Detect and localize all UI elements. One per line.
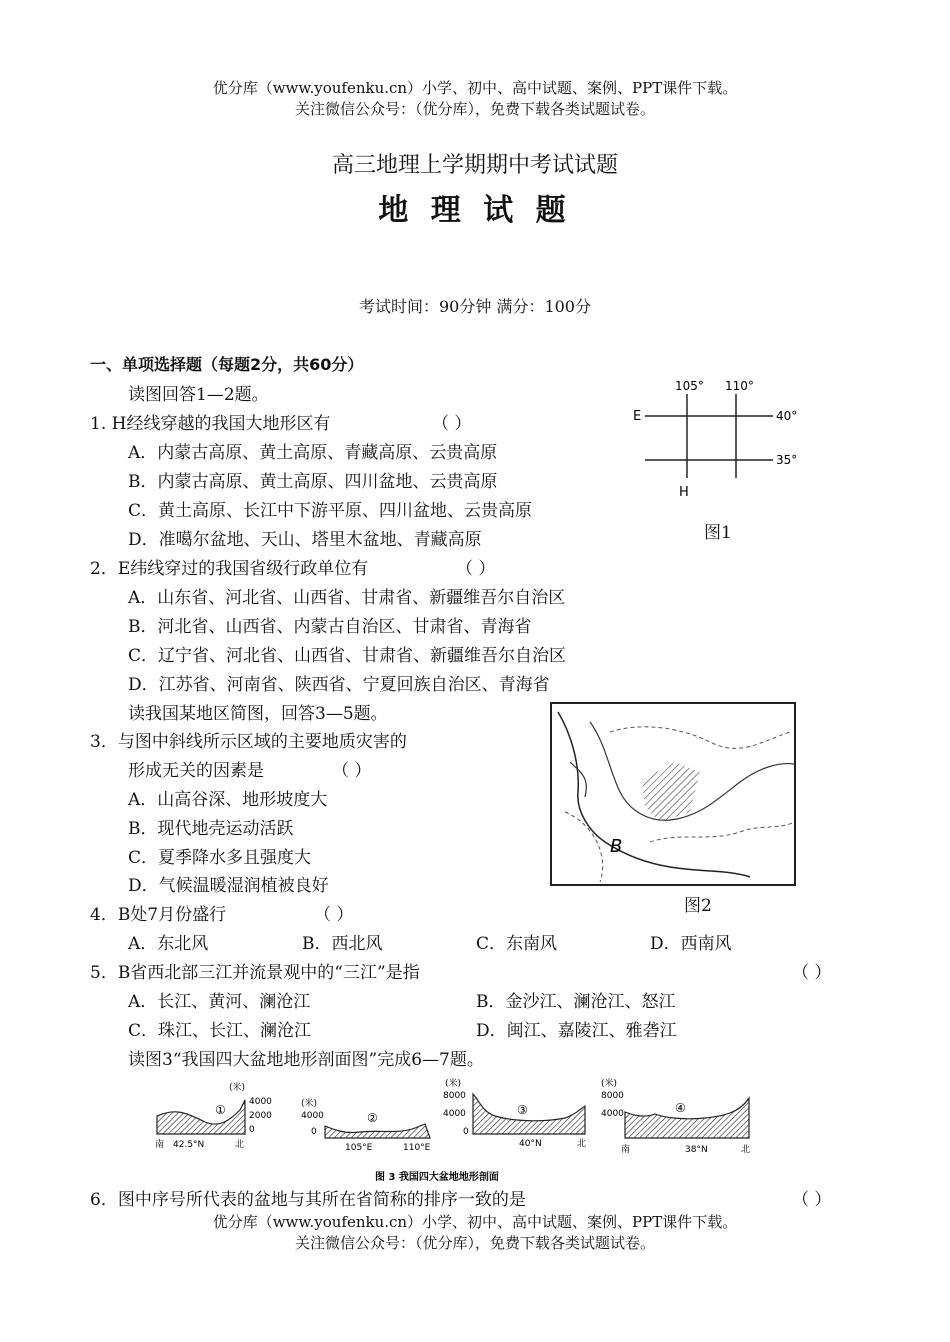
page-title: 高三地理上学期期中考试试题 (331, 153, 618, 178)
q2-option-c: C．辽宁省、河北省、山西省、甘肃省、新疆维吾尔自治区 (128, 646, 567, 666)
profile-4-south: 南 (621, 1145, 631, 1155)
profile-2-terrain (325, 1124, 430, 1138)
q3-option-c: C．夏季降水多且强度大 (128, 848, 312, 868)
q3-answer-paren: （ ） (332, 761, 372, 781)
profile-4-number: ④ (675, 1101, 686, 1115)
profile-3-lat: 40°N (519, 1139, 542, 1149)
q2-stem: 2．E纬线穿过的我国省级行政单位有 (90, 559, 369, 579)
q4-option-a: A．东北风 (128, 934, 209, 954)
header-line-1: 优分库（www.youfenku.cn）小学、初中、高中试题、案例、PPT课件下载。 (212, 79, 738, 97)
fig1-lat-35: 35° (776, 453, 798, 467)
profile-3-y-0: 0 (463, 1127, 469, 1137)
profile-1-number: ① (215, 1103, 226, 1117)
q2-option-a: A．山东省、河北省、山西省、甘肃省、新疆维吾尔自治区 (128, 588, 566, 608)
intro-q6-7: 读图3“我国四大盆地地形剖面图”完成6—7题。 (128, 1050, 484, 1070)
q5-option-b: B．金沙江、澜沧江、怒江 (476, 992, 676, 1012)
profile-4-lat: 38°N (685, 1145, 708, 1155)
profile-1-y-0: 0 (249, 1125, 255, 1135)
fig1-lat-40: 40° (776, 409, 798, 423)
profile-3 (443, 1077, 586, 1149)
profile-1 (155, 1081, 272, 1150)
profile-1-y-2000: 2000 (249, 1111, 272, 1121)
q1-option-a: A．内蒙古高原、黄土高原、青藏高原、云贵高原 (128, 443, 498, 463)
section-heading: 一、单项选择题（每题2分，共60分） (90, 355, 364, 374)
q3-stem-cont: 形成无关的因素是 (128, 761, 264, 781)
profile-4-y-8000: 8000 (601, 1091, 624, 1101)
figure-3-profiles (145, 1072, 765, 1187)
profile-1-lat: 42.5°N (173, 1140, 205, 1150)
q1-stem: 1. H经线穿越的我国大地形区有 (90, 414, 331, 434)
q5-option-a: A．长江、黄河、澜沧江 (128, 992, 311, 1012)
header-line-2: 关注微信公众号：（优分库），免费下载各类试题试卷。 (294, 100, 655, 118)
profile-3-y-4000: 4000 (443, 1109, 466, 1119)
footer-line-1: 优分库（www.youfenku.cn）小学、初中、高中试题、案例、PPT课件下载。 (212, 1213, 738, 1231)
q1-answer-paren: （ ） (432, 414, 472, 434)
profile-2-unit: (米) (301, 1099, 318, 1109)
q3-option-a: A．山高谷深、地形坡度大 (128, 790, 328, 810)
profile-2-lon-105: 105°E (345, 1143, 373, 1153)
profile-2-y-0: 0 (311, 1127, 317, 1137)
profile-4 (601, 1077, 750, 1155)
fig1-label-e: E (633, 409, 642, 424)
q5-stem: 5．B省西北部三江并流景观中的“三江”是指 (90, 963, 420, 983)
q4-stem: 4．B处7月份盛行 (90, 905, 227, 925)
profile-4-terrain (625, 1098, 749, 1138)
profile-3-number: ③ (517, 1103, 528, 1117)
figure-2-caption: 图2 (684, 896, 712, 916)
profile-4-unit: (米) (601, 1079, 618, 1089)
profile-1-south: 南 (155, 1140, 165, 1150)
profile-2 (301, 1097, 431, 1153)
profile-4-y-4000: 4000 (601, 1109, 624, 1119)
fig1-lon-110: 110° (725, 379, 754, 393)
q5-option-d: D．闽江、嘉陵江、雅砻江 (476, 1021, 677, 1041)
profile-1-north: 北 (235, 1140, 245, 1150)
footer-line-2: 关注微信公众号：（优分库），免费下载各类试题试卷。 (294, 1234, 655, 1252)
profile-1-terrain (157, 1100, 245, 1134)
q6-answer-paren: （ ） (792, 1190, 832, 1210)
profile-3-unit: (米) (445, 1079, 462, 1089)
profile-3-north: 北 (577, 1139, 587, 1149)
q4-answer-paren: （ ） (314, 905, 354, 925)
q4-option-c: C．东南风 (476, 934, 558, 954)
q4-option-d: D．西南风 (650, 934, 732, 954)
intro-q3-5: 读我国某地区简图，回答3—5题。 (128, 704, 388, 724)
profile-3-terrain (473, 1094, 585, 1134)
figure-1-grid (625, 376, 805, 506)
figure-3-caption: 图 3 我国四大盆地地形剖面 (375, 1172, 499, 1183)
profile-2-number: ② (367, 1111, 378, 1125)
fig2-label-b: B (610, 836, 623, 857)
exam-info: 考试时间：90分钟 满分：100分 (359, 297, 591, 316)
profile-3-y-8000: 8000 (443, 1091, 466, 1101)
profile-1-y-4000: 4000 (249, 1097, 272, 1107)
profile-2-y-4000: 4000 (301, 1111, 324, 1121)
page-subtitle: 地 理 试 题 (378, 193, 572, 228)
q3-stem: 3．与图中斜线所示区域的主要地质灾害的 (90, 732, 407, 752)
q1-option-c: C．黄土高原、长江中下游平原、四川盆地、云贵高原 (128, 501, 533, 521)
q6-stem: 6．图中序号所代表的盆地与其所在省简称的排序一致的是 (90, 1190, 526, 1210)
q2-option-d: D．江苏省、河南省、陕西省、宁夏回族自治区、青海省 (128, 675, 550, 695)
q5-answer-paren: （ ） (792, 963, 832, 983)
fig1-lon-105: 105° (675, 379, 704, 393)
q2-answer-paren: （ ） (456, 559, 496, 579)
profile-4-north: 北 (741, 1145, 751, 1155)
fig1-label-h: H (679, 485, 689, 500)
q1-option-b: B．内蒙古高原、黄土高原、四川盆地、云贵高原 (128, 472, 498, 492)
q5-option-c: C．珠江、长江、澜沧江 (128, 1021, 312, 1041)
figure-1-caption: 图1 (704, 523, 732, 543)
q3-option-d: D．气候温暖湿润植被良好 (128, 876, 329, 896)
intro-q1-2: 读图回答1—2题。 (128, 385, 269, 405)
q1-option-d: D．准噶尔盆地、天山、塔里木盆地、青藏高原 (128, 530, 482, 550)
profile-2-lon-110: 110°E (403, 1143, 431, 1153)
q2-option-b: B．河北省、山西省、内蒙古自治区、甘肃省、青海省 (128, 617, 532, 637)
q4-option-b: B．西北风 (302, 934, 383, 954)
profile-1-unit: (米) (229, 1083, 246, 1093)
q3-option-b: B．现代地壳运动活跃 (128, 819, 294, 839)
figure-2-map (550, 702, 796, 886)
